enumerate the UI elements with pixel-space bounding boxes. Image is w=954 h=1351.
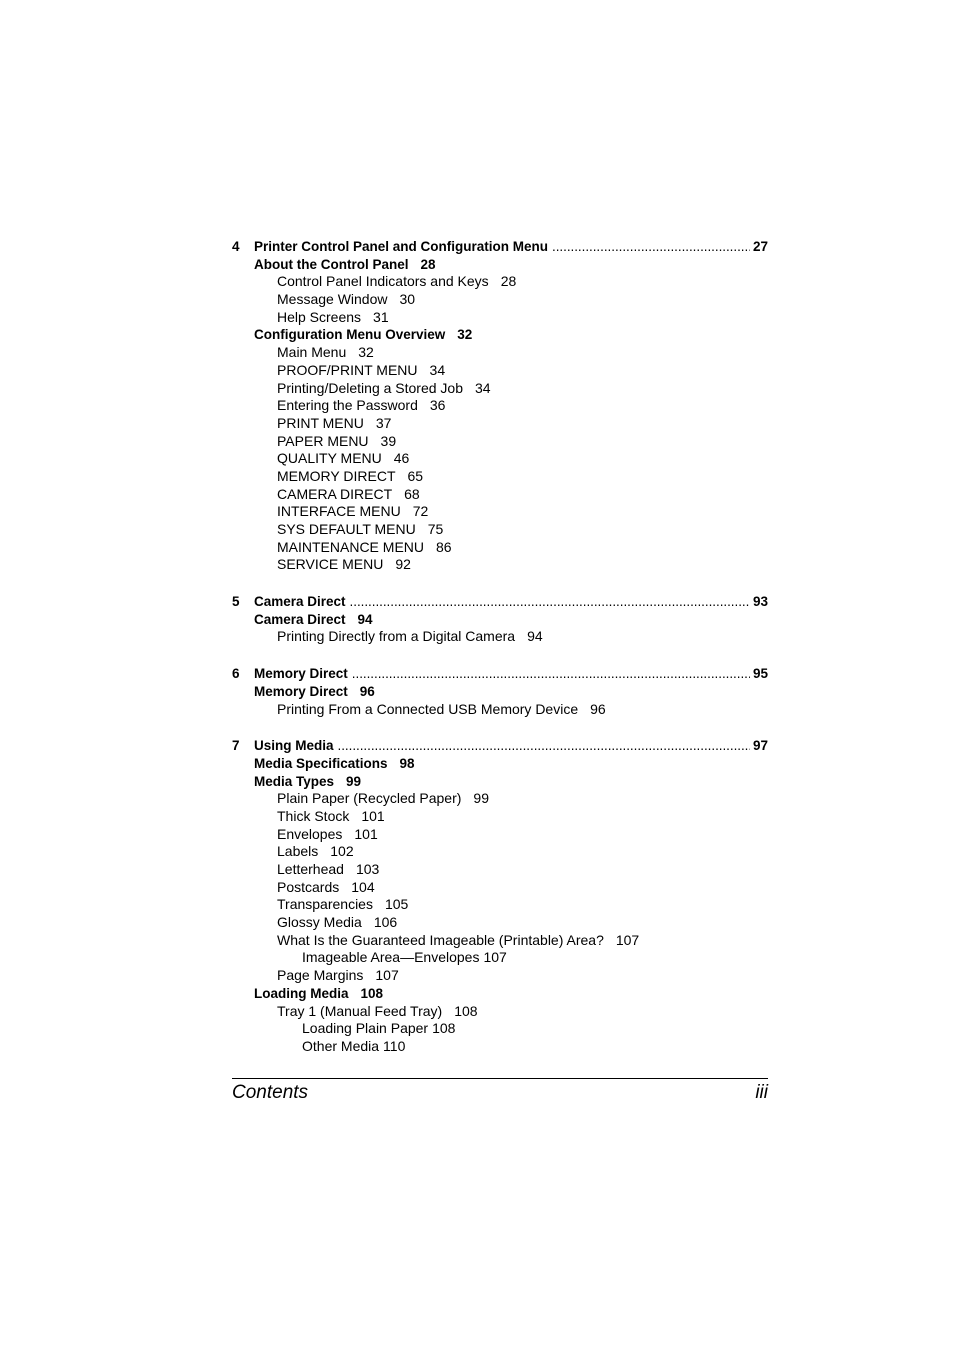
toc-entry-title: Entering the Password	[277, 397, 418, 414]
toc-entry-title: Memory Direct	[254, 683, 348, 699]
toc-entry-title: About the Control Panel	[254, 256, 409, 272]
toc-chapter-heading[interactable]	[232, 238, 768, 256]
toc-entry[interactable]	[232, 397, 768, 415]
toc-entry-page: 36	[429, 397, 446, 414]
toc-entry-page: 110	[383, 1037, 406, 1054]
toc-entry-page: 32	[457, 327, 473, 343]
toc-entry-page: 75	[427, 521, 444, 537]
toc-entry-page: 108	[432, 1020, 456, 1037]
toc-chapter-page: 95	[752, 666, 768, 682]
toc-chapter	[232, 593, 768, 646]
toc-entry-page: 101	[361, 807, 385, 824]
toc-entry[interactable]	[232, 628, 768, 646]
toc-entry-page: 34	[475, 379, 491, 396]
toc-chapter-title: Printer Control Panel and Configuration Menu	[254, 239, 549, 254]
toc-entry-page: 104	[351, 878, 375, 895]
toc-entry-title: MEMORY DIRECT	[277, 467, 396, 484]
toc-entry-title: Thick Stock	[277, 807, 350, 824]
toc-entry-page: 86	[436, 538, 452, 555]
toc-entry-title: SYS DEFAULT MENU	[277, 521, 416, 537]
toc-chapter-number: 4	[232, 239, 240, 254]
toc-entry[interactable]	[232, 896, 768, 914]
toc-entry-page: 72	[412, 503, 429, 520]
toc-chapter	[232, 238, 768, 574]
toc-entry[interactable]	[232, 985, 768, 1003]
toc-entry-page: 108	[454, 1002, 478, 1019]
toc-entry[interactable]	[232, 380, 768, 398]
toc-entry-title: Configuration Menu Overview	[254, 327, 446, 343]
toc-chapter-page: 27	[752, 239, 768, 254]
toc-entry-page: 37	[375, 414, 392, 431]
toc-entry-title: Printing/Deleting a Stored Job	[277, 379, 463, 396]
toc-entry-page: 34	[429, 361, 446, 378]
toc-entry-title: Printing From a Connected USB Memory Device	[277, 700, 579, 717]
toc-entry-page: 28	[500, 273, 517, 290]
toc-entry-title: Media Types	[254, 773, 335, 789]
toc-dot-leader	[338, 737, 750, 755]
toc-entry[interactable]	[232, 362, 768, 380]
toc-entry[interactable]	[232, 415, 768, 433]
toc-entry-page: 94	[527, 628, 543, 645]
toc-chapter-number: 6	[232, 666, 240, 682]
toc-entry-title: Letterhead	[277, 861, 344, 877]
toc-entry-title: Help Screens	[277, 308, 362, 325]
toc-entry-title: SERVICE MENU	[277, 556, 384, 573]
toc-entry[interactable]	[232, 1020, 768, 1038]
toc-entry[interactable]	[232, 256, 768, 274]
toc-entry-title: Loading Plain Paper	[302, 1020, 429, 1037]
toc-entry-title: Tray 1 (Manual Feed Tray)	[277, 1002, 443, 1019]
toc-entry[interactable]	[232, 949, 768, 967]
toc-entry[interactable]	[232, 291, 768, 309]
toc-entry[interactable]	[232, 967, 768, 985]
toc-entry-title: Transparencies	[277, 896, 373, 913]
toc-entry-page: 105	[384, 896, 409, 913]
toc-chapter-title: Using Media	[254, 738, 334, 754]
toc-entry-title: Envelopes	[277, 825, 343, 842]
toc-entry[interactable]	[232, 539, 768, 557]
toc-entry-page: 30	[399, 291, 416, 308]
toc-entry-page: 102	[330, 843, 354, 860]
toc-entry-title: Main Menu	[277, 344, 347, 361]
toc-entry-page: 107	[375, 967, 399, 984]
toc-chapter-heading[interactable]	[232, 593, 768, 611]
toc-entry[interactable]	[232, 861, 768, 879]
toc-entry-page: 96	[590, 700, 606, 717]
toc-entry-page: 32	[358, 344, 374, 361]
toc-entry-title: PAPER MENU	[277, 432, 369, 449]
toc-entry-title: Postcards	[277, 878, 340, 895]
toc-entry[interactable]	[232, 914, 768, 932]
toc-entry[interactable]	[232, 755, 768, 773]
toc-entry-page: 46	[393, 450, 410, 467]
toc-chapter-heading[interactable]	[232, 665, 768, 683]
toc-entry-title: Media Specifications	[254, 755, 388, 771]
toc-entry-title: PROOF/PRINT MENU	[277, 361, 418, 378]
footer-page-number: iii	[755, 1082, 768, 1103]
toc-entry[interactable]	[232, 1038, 768, 1056]
toc-entry-title: Page Margins	[277, 967, 364, 984]
toc-entry-title: Labels	[277, 843, 319, 860]
toc-entry[interactable]	[232, 273, 768, 291]
toc-entry-title: Other Media	[302, 1037, 380, 1054]
toc-entry-title: Control Panel Indicators and Keys	[277, 273, 489, 290]
toc-entry[interactable]	[232, 773, 768, 791]
toc-entry-title: Loading Media	[254, 985, 349, 1001]
toc-entry[interactable]	[232, 468, 768, 486]
toc-entry-page: 39	[380, 432, 397, 449]
toc-entry-title: Printing Directly from a Digital Camera	[277, 628, 516, 645]
toc-entry-page: 65	[407, 467, 424, 484]
footer-section-title: Contents	[232, 1082, 309, 1103]
toc-entry-title: Imageable Area—Envelopes	[302, 949, 480, 966]
toc-entry[interactable]	[232, 879, 768, 897]
toc-entry[interactable]	[232, 701, 768, 719]
toc-entry-page: 103	[355, 861, 380, 877]
toc-entry[interactable]	[232, 450, 768, 468]
toc-entry-title: Message Window	[277, 291, 388, 308]
toc-chapter-number: 5	[232, 594, 240, 610]
toc-entry[interactable]	[232, 611, 768, 629]
toc-entry-page: 99	[346, 773, 362, 789]
toc-entry-title: MAINTENANCE MENU	[277, 538, 425, 555]
toc-entry-title: Camera Direct	[254, 611, 346, 627]
toc-chapter-title: Camera Direct	[254, 594, 346, 610]
toc-entry-page: 99	[473, 790, 489, 807]
toc-entry[interactable]	[232, 556, 768, 574]
toc-entry[interactable]	[232, 826, 768, 844]
toc-entry-page: 92	[395, 556, 411, 573]
toc-entry-page: 94	[357, 611, 373, 627]
toc-dot-leader	[352, 665, 750, 683]
toc-entry-title: INTERFACE MENU	[277, 503, 401, 520]
toc-entry[interactable]	[232, 521, 768, 539]
toc-chapter-title: Memory Direct	[254, 666, 348, 682]
toc-dot-leader	[552, 238, 750, 256]
table-of-contents	[232, 238, 768, 1075]
toc-entry-page: 107	[483, 949, 507, 966]
toc-entry-title: PRINT MENU	[277, 414, 364, 431]
toc-entry[interactable]	[232, 344, 768, 362]
toc-entry[interactable]	[232, 932, 768, 950]
toc-entry-page: 28	[420, 256, 436, 272]
toc-entry-title: QUALITY MENU	[277, 450, 382, 467]
toc-entry-page: 31	[373, 308, 389, 325]
footer-divider	[232, 1078, 768, 1079]
toc-chapter-page: 97	[752, 738, 768, 754]
toc-chapter-heading[interactable]	[232, 737, 768, 755]
toc-entry-page: 108	[360, 985, 384, 1001]
toc-entry-page: 98	[399, 755, 415, 771]
toc-entry[interactable]	[232, 309, 768, 327]
toc-entry[interactable]	[232, 790, 768, 808]
toc-entry-title: Glossy Media	[277, 914, 362, 931]
toc-chapter	[232, 665, 768, 718]
toc-chapter	[232, 737, 768, 1055]
toc-entry[interactable]	[232, 326, 768, 344]
toc-entry-title: Plain Paper (Recycled Paper)	[277, 790, 462, 807]
toc-entry-page: 68	[404, 485, 420, 502]
toc-entry[interactable]	[232, 808, 768, 826]
toc-entry-page: 96	[359, 683, 375, 699]
toc-entry[interactable]	[232, 843, 768, 861]
toc-chapter-page: 93	[752, 594, 768, 610]
toc-entry-title: What Is the Guaranteed Imageable (Printable) Area?	[277, 931, 604, 948]
toc-entry[interactable]	[232, 1003, 768, 1021]
toc-entry[interactable]	[232, 486, 768, 504]
toc-entry[interactable]	[232, 503, 768, 521]
toc-dot-leader	[350, 593, 750, 611]
toc-entry-title: CAMERA DIRECT	[277, 485, 393, 502]
toc-entry[interactable]	[232, 683, 768, 701]
toc-chapter-number: 7	[232, 738, 240, 754]
toc-entry-page: 101	[354, 825, 378, 842]
toc-entry-page: 106	[373, 914, 398, 931]
toc-entry-page: 107	[615, 931, 640, 948]
toc-entry[interactable]	[232, 433, 768, 451]
